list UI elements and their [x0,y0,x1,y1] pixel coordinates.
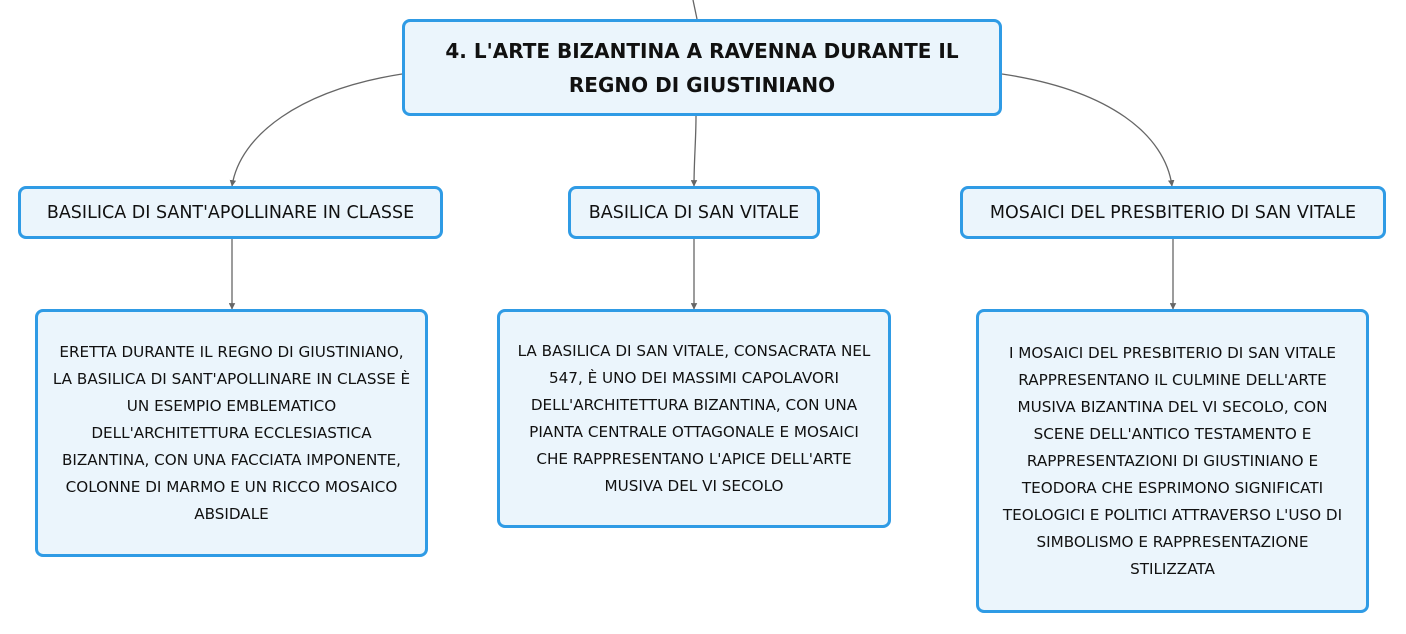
detail-text-line: PIANTA CENTRALE OTTAGONALE E MOSAICI [529,422,859,441]
detail-text-line: STILIZZATA [1130,559,1215,578]
detail-node-mosaici-presbiterio[interactable] [976,309,1369,613]
branch-label: MOSAICI DEL PRESBITERIO DI SAN VITALE [989,202,1357,223]
detail-node-sant-apollinare[interactable] [35,309,428,557]
detail-text-line: MUSIVA BIZANTINA DEL VI SECOLO, CON [1017,397,1328,416]
branch-node-mosaici-presbiterio[interactable] [960,186,1386,239]
connector-parent-to-central [693,0,697,19]
detail-text-line: DELL'ARCHITETTURA BIZANTINA, CON UNA [530,395,858,414]
detail-text-line: UN ESEMPIO EMBLEMATICO [126,396,337,415]
central-topic-node[interactable] [402,19,1002,116]
central-topic-title [445,34,958,102]
detail-text-line: SCENE DELL'ANTICO TESTAMENTO E [1033,424,1312,443]
detail-text-line: BIZANTINA, CON UNA FACCIATA IMPONENTE, [61,450,402,469]
detail-text [518,338,871,500]
detail-text-line: SIMBOLISMO E RAPPRESENTAZIONE [1036,532,1309,551]
branch-label: BASILICA DI SAN VITALE [588,202,800,223]
detail-text-line: MUSIVA DEL VI SECOLO [604,476,784,495]
detail-text-line: DELL'ARCHITETTURA ECCLESIASTICA [91,423,372,442]
detail-text-line: TEODORA CHE ESPRIMONO SIGNIFICATI [1021,478,1324,497]
branch-node-sant-apollinare[interactable] [18,186,443,239]
detail-text-line: LA BASILICA DI SANT'APOLLINARE IN CLASSE È [52,369,411,388]
central-topic-title-line-2: REGNO DI GIUSTINIANO [568,72,836,97]
detail-node-san-vitale[interactable] [497,309,891,528]
detail-text-line: I MOSAICI DEL PRESBITERIO DI SAN VITALE [1008,343,1337,362]
detail-text-line: COLONNE DI MARMO E UN RICCO MOSAICO [65,477,398,496]
connector-central-to-branch-3 [1002,74,1172,186]
detail-text [1003,340,1342,583]
detail-text [53,339,410,528]
detail-text-line: RAPPRESENTANO IL CULMINE DELL'ARTE [1018,370,1327,389]
connector-central-to-branch-1 [232,74,402,186]
detail-text-line: RAPPRESENTAZIONI DI GIUSTINIANO E [1026,451,1319,470]
detail-text-line: TEOLOGICI E POLITICI ATTRAVERSO L'USO DI [1002,505,1343,524]
detail-text-line: ABSIDALE [194,504,269,523]
branch-node-san-vitale[interactable] [568,186,820,239]
detail-text-line: 547, È UNO DEI MASSIMI CAPOLAVORI [548,368,840,387]
connector-central-to-branch-2 [694,116,696,186]
detail-text-line: ERETTA DURANTE IL REGNO DI GIUSTINIANO, [59,342,404,361]
detail-text-line: LA BASILICA DI SAN VITALE, CONSACRATA NEL [517,341,871,360]
branch-label: BASILICA DI SANT'APOLLINARE IN CLASSE [46,202,415,223]
central-topic-title-line-1: 4. L'ARTE BIZANTINA A RAVENNA DURANTE IL [445,38,959,63]
detail-text-line: CHE RAPPRESENTANO L'APICE DELL'ARTE [536,449,852,468]
